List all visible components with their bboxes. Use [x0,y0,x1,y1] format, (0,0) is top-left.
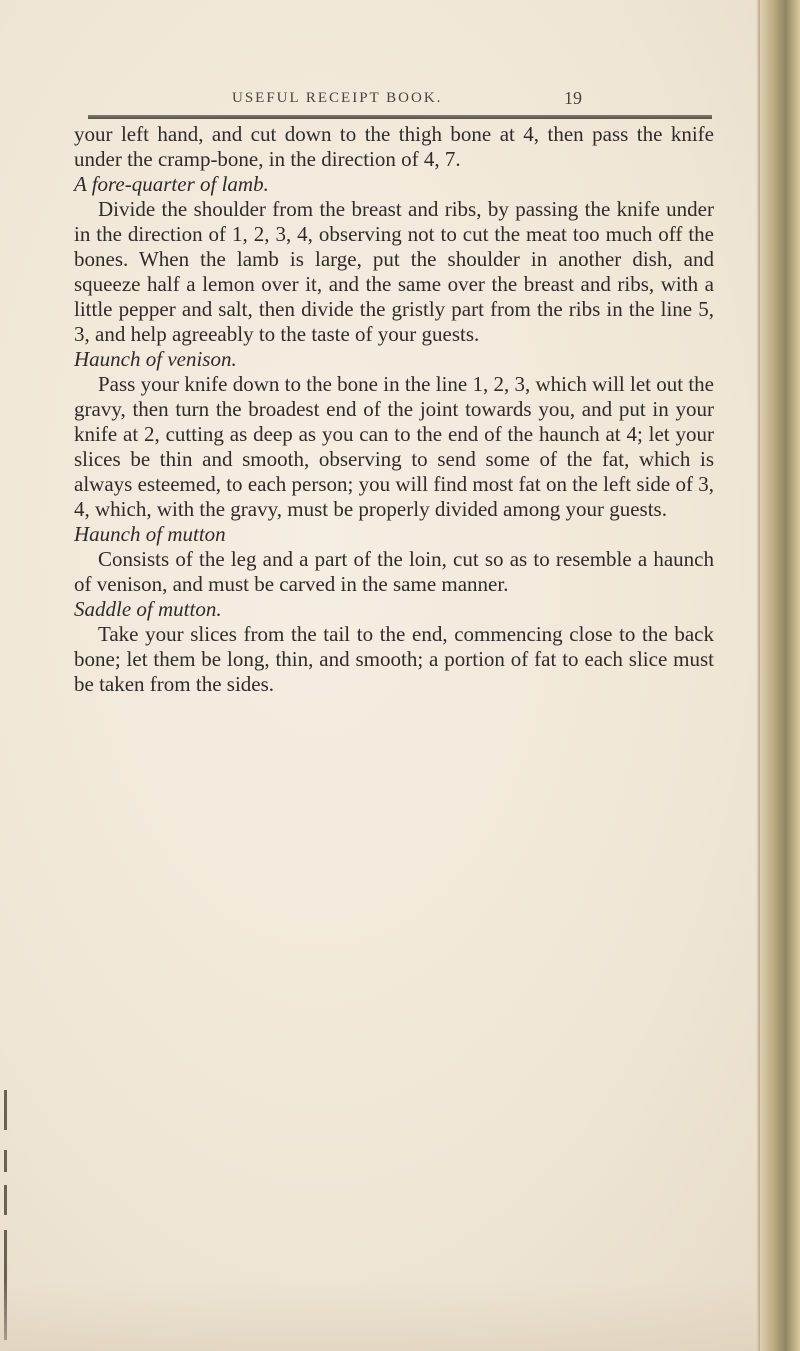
margin-mark [4,1185,7,1215]
running-head-title: USEFUL RECEIPT BOOK. [232,90,443,106]
page-number: 19 [564,88,582,108]
paragraph-continued: your left hand, and cut down to the thigh bone at 4, then pass the knife under the cramp-bone, in the direction of 4, 7. [74,122,714,171]
margin-mark [4,1150,7,1172]
running-head [232,88,582,112]
paragraph: Consists of the leg and a part of the loin, cut so as to resemble a haunch of venison, and must be carved in the same manner. [74,547,714,596]
paragraph: Take your slices from the tail to the end, commencing close to the back bone; let them be long, thin, and smooth; a portion of fat to each slice must be taken from the sides. [74,622,714,696]
paragraph: Divide the shoulder from the breast and ribs, by passing the knife under in the direction of 1, 2, 3, 4, observing not to cut the meat too much off the bones. When the lamb is large, put the shoulder in another dish, and squeeze half a lemon over it, and the same over the breast and ribs, with a little pepper and salt, then divide the gristly part from the ribs in the line 5, 3, and help agreeably to the taste of your guests. [74,197,714,346]
page-bottom-shading [0,1280,758,1351]
page-body [74,122,714,697]
section-heading: Haunch of venison. [74,347,237,371]
page-gutter [758,0,800,1351]
margin-mark [4,1090,7,1130]
header-rule [88,115,712,119]
section-heading: Saddle of mutton. [74,597,222,621]
paragraph: Pass your knife down to the bone in the line 1, 2, 3, which will let out the gravy, then turn the broadest end of the joint towards you, and put in your knife at 2, cutting as deep as you can to the end of the haunch at 4; let your slices be thin and smooth, observing to send some of the fat, which is always esteemed, to each person; you will find most fat on the left side of 3, 4, which, with the gravy, must be properly divided among your guests. [74,372,714,521]
section-heading: Haunch of mutton [74,522,226,546]
gutter-shadow [756,0,760,1351]
section-heading: A fore-quarter of lamb. [74,172,269,196]
